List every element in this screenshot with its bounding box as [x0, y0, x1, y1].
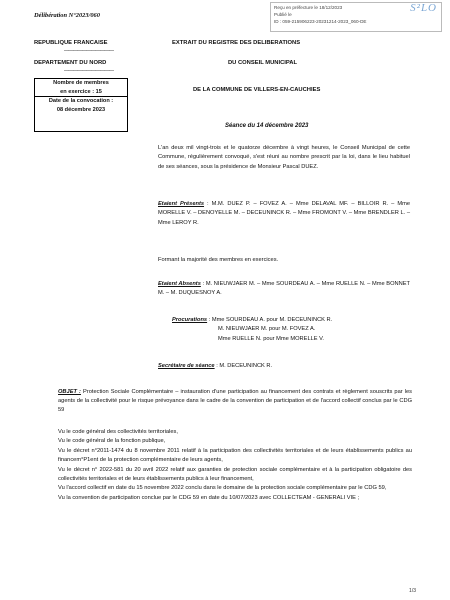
majority-text: Formant la majorité des membres en exercices. [158, 257, 279, 263]
members-label: Nombre de membres [53, 80, 109, 86]
secretary-label: Secrétaire de séance [158, 363, 215, 369]
convocation-date: 08 décembre 2023 [56, 106, 106, 113]
present-paragraph [158, 200, 410, 228]
vu-item: Vu le décret n° 2022-581 du 20 avril 2022 relatif aux garanties de protection sociale complémentaire et à la participation obligatoire des collectivités territoriales et de leurs établissements publics à leur financement, [58, 466, 412, 483]
stamp-id: ID : 059-215906223-20231214-2023_060-DE [274, 19, 367, 24]
session-date: Séance du 14 décembre 2023 [225, 123, 309, 129]
stamp-received: Reçu en préfecture le 18/12/2023 [274, 5, 343, 10]
object-text: Protection Sociale Complémentaire – instauration d'une participation au financement des contrats et règlement souscrits par les agents de la collectivité pour le risque prévoyance dans le cadre de la convention de participation et de l'accord collectif conclus par le CDG 59 [58, 389, 413, 413]
rule-2: ——————————— [64, 68, 114, 74]
secretary-line [158, 362, 410, 371]
object-label: OBJET : [58, 389, 81, 395]
absent-list: : M. NIEUWJAER M. – Mme SOURDEAU A. – Mme RUELLE N. – Mme BONNET M. – M. DUQUESNOY A. [158, 281, 410, 297]
vu-item: Vu le code général des collectivités territoriales, [58, 429, 178, 435]
stamp-published: Publié le [274, 12, 292, 17]
intro-paragraph: L'an deux mil vingt-trois et le quatorze décembre à vingt heures, le Conseil Municipal de cette Commune, régulièrement convoqué, s'est réuni au nombre prescrit par la loi, dans le lieu habituel de ses séances, sous la présidence de Monsieur Pascal DUEZ. [158, 145, 410, 170]
vu-item: Vu la convention de participation conclue par le CDG 59 en date du 10/07/2023 avec COLLECTEAM - GENERALI VIE ; [58, 494, 360, 501]
page-number: 1/3 [409, 588, 416, 594]
vu-item: Vu le code général de la fonction publique, [58, 438, 166, 445]
vu-item: Vu l'accord collectif en date du 15 novembre 2022 conclu dans le domaine de la protection sociale complémentaire par le CDG 59, [58, 485, 387, 492]
council-title: DU CONSEIL MUNICIPAL [228, 60, 298, 66]
members-box [34, 78, 128, 132]
rule-1: ——————————— [64, 48, 114, 54]
procuration-line-2: M. NIEUWJAER M. pour M. FOVEZ A. [218, 326, 316, 333]
absent-paragraph [158, 280, 410, 299]
vu-list [58, 428, 412, 503]
object-paragraph [58, 388, 412, 415]
present-label: Etaient Présents [158, 201, 205, 207]
republic-label: REPUBLIQUE FRANCAISE [34, 40, 108, 46]
vu-item: Vu le décret n°2011-1474 du 8 novembre 2011 relatif à la participation des collectivités territoriales et de leurs établissements publics au financem°P1ent de la protection complémentaire de leurs agents, [58, 447, 412, 464]
absent-label: Etaient Absents [158, 281, 201, 287]
convocation-label: Date de la convocation : [35, 96, 127, 106]
procurations-label: Procurations [172, 317, 208, 323]
present-list: : M.M. DUEZ P. – FOVEZ A. – Mme DELAVAL MF. – BILLOIR R. – Mme MORELLE V. – DENOYELLE M. – DECEUNINCK R. – Mme FROMONT V. – Mme BRENDLER L. – Mme LEROY R. [158, 201, 410, 226]
deliberation-number: Délibération N°2023/060 [34, 12, 100, 19]
procuration-line-1: Procurations : Mme SOURDEAU A. pour M. DECEUNINCK R. [172, 317, 333, 323]
secretary-name: : M. DECEUNINCK R. [214, 363, 273, 369]
s2lo-logo: S²LO [410, 2, 437, 14]
procurations-block [172, 316, 412, 344]
extract-title: EXTRAIT DU REGISTRE DES DELIBERATIONS [172, 40, 301, 46]
members-value: en exercice : 15 [60, 88, 102, 95]
procuration-line-3: Mme RUELLE N. pour Mme MORELLE V. [218, 335, 324, 342]
prefecture-stamp [270, 2, 442, 32]
commune-title: DE LA COMMUNE DE VILLERS-EN-CAUCHIES [193, 87, 321, 93]
department-label: DEPARTEMENT DU NORD [34, 60, 107, 66]
